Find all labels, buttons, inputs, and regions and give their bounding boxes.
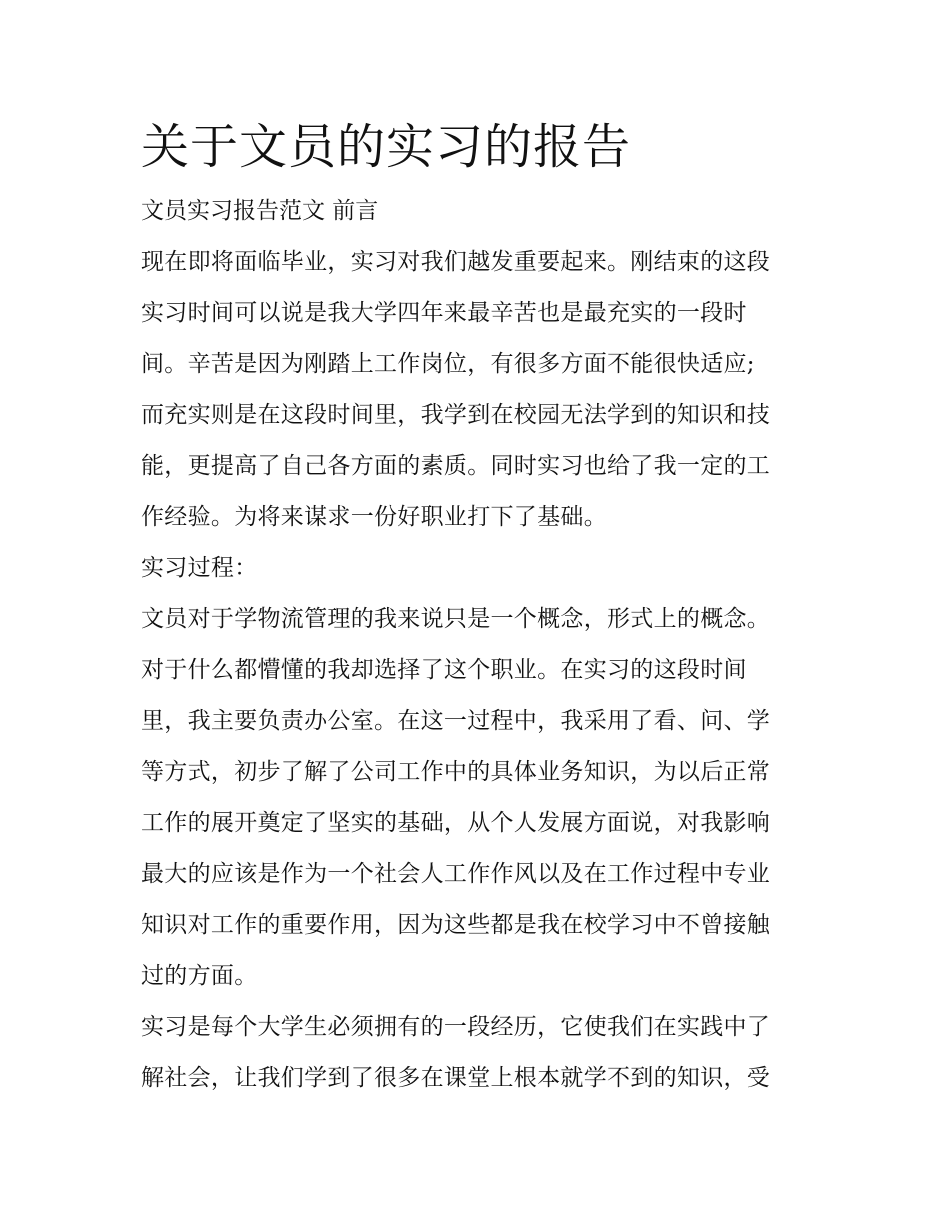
paragraph-line: 工作的展开奠定了坚实的基础，从个人发展方面说，对我影响 — [141, 810, 771, 836]
paragraph-line: 能，更提高了自己各方面的素质。同时实习也给了我一定的工 — [141, 453, 771, 479]
paragraph-line: 间。辛苦是因为刚踏上工作岗位，有很多方面不能很快适应; — [141, 351, 755, 377]
section-heading-process — [141, 543, 813, 594]
paragraph-intro — [141, 237, 813, 543]
section-heading: 实习过程： — [141, 555, 258, 581]
paragraph-line: 而充实则是在这段时间里，我学到在校园无法学到的知识和技 — [141, 402, 771, 428]
paragraph-line: 文员对于学物流管理的我来说只是一个概念，形式上的概念。 — [141, 606, 771, 632]
paragraph-line: 对于什么都懵懂的我却选择了这个职业。在实习的这段时间 — [141, 657, 747, 683]
document-title: 关于文员的实习的报告 — [141, 119, 632, 175]
paragraph-line: 实习时间可以说是我大学四年来最辛苦也是最充实的一段时 — [141, 300, 747, 326]
paragraph-reflection — [141, 1002, 813, 1104]
paragraph-line: 过的方面。 — [141, 963, 258, 989]
paragraph-line: 作经验。为将来谋求一份好职业打下了基础。 — [141, 504, 607, 530]
paragraph-line: 里，我主要负责办公室。在这一过程中，我采用了看、问、学 — [141, 708, 771, 734]
paragraph-line: 知识对工作的重要作用，因为这些都是我在校学习中不曾接触 — [141, 912, 771, 938]
paragraph-line: 现在即将面临毕业，实习对我们越发重要起来。刚结束的这段 — [141, 249, 771, 275]
document-subtitle: 文员实习报告范文 前言 — [141, 198, 379, 224]
document-page — [141, 112, 813, 1104]
paragraph-line: 解社会，让我们学到了很多在课堂上根本就学不到的知识，受 — [141, 1065, 771, 1091]
paragraph-process — [141, 594, 813, 1002]
paragraph-line: 实习是每个大学生必须拥有的一段经历，它使我们在实践中了 — [141, 1014, 771, 1040]
paragraph-line: 最大的应该是作为一个社会人工作作风以及在工作过程中专业 — [141, 861, 771, 887]
paragraph-line: 等方式，初步了解了公司工作中的具体业务知识，为以后正常 — [141, 759, 771, 785]
